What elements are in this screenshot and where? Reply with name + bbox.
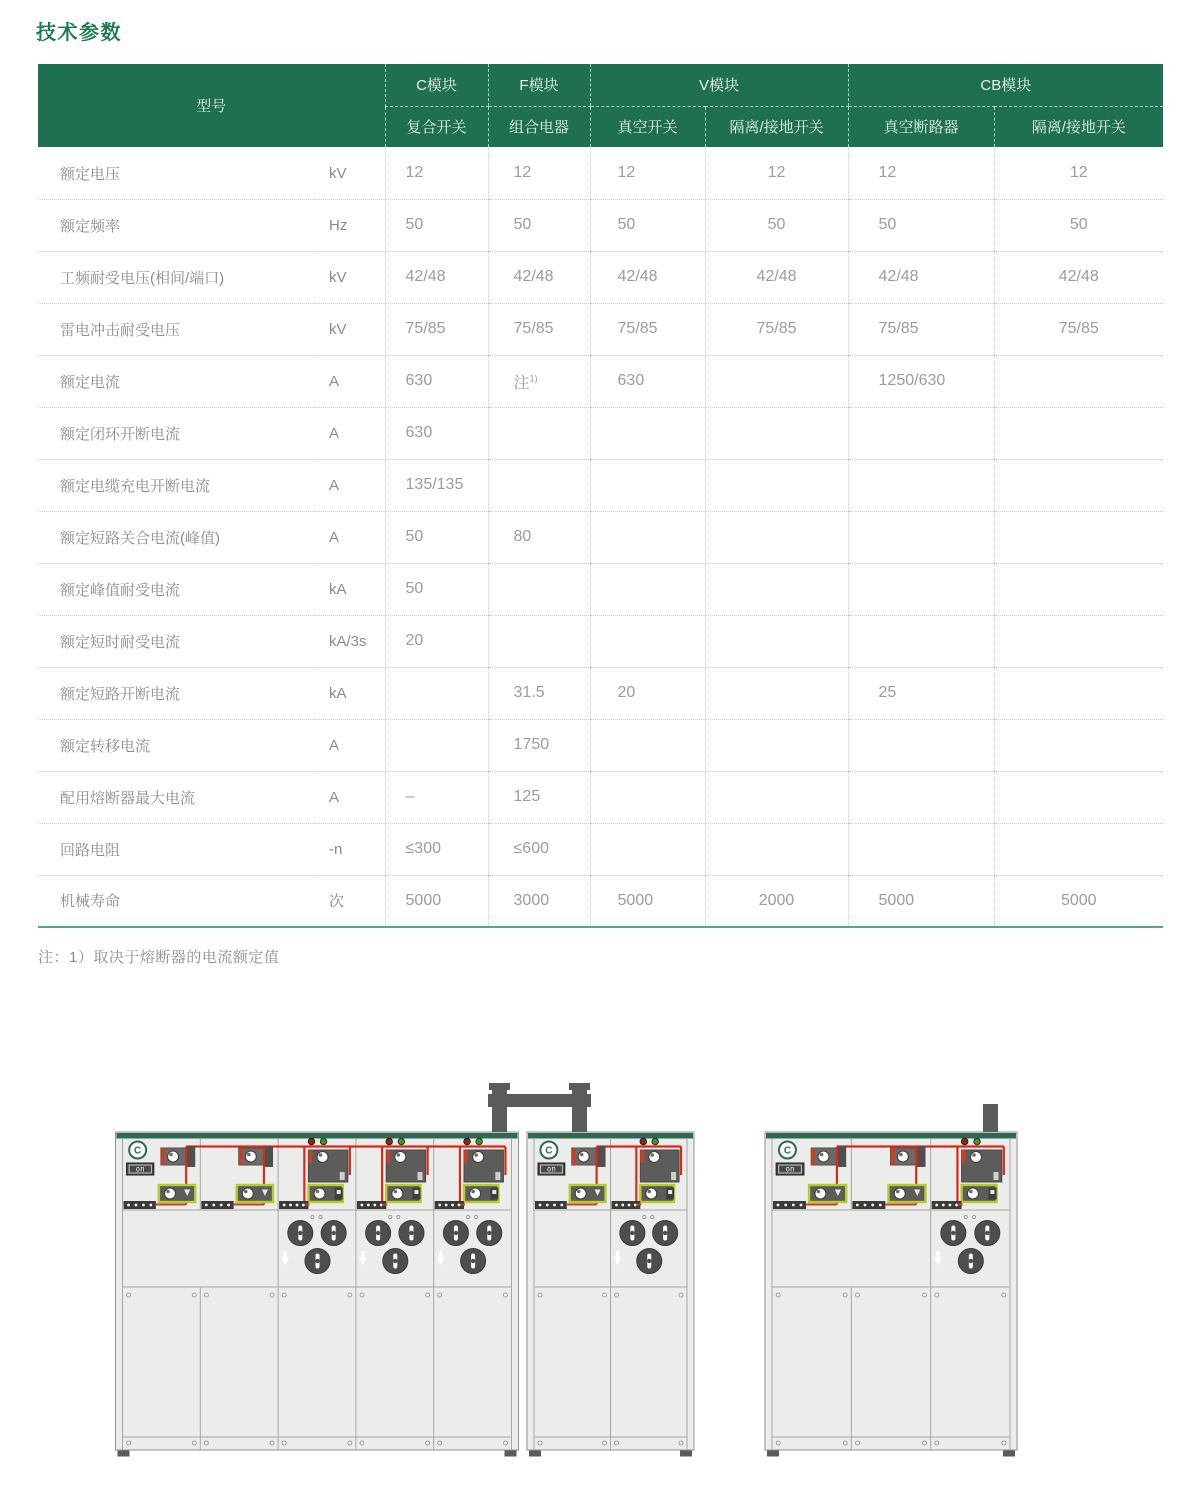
spec-row [38,511,1163,563]
module-subcol-header-0-0: 复合开关 [385,106,488,147]
param-value: 12 [590,147,705,199]
param-value [488,615,590,667]
spec-row [38,407,1163,459]
spec-row [38,875,1163,927]
param-value [848,511,994,563]
page-title: 技术参数 [36,22,122,44]
spec-table [38,64,1163,928]
param-unit: -n [315,823,385,875]
param-value: 5000 [848,875,994,927]
param-value [705,771,848,823]
param-value: 12 [488,147,590,199]
param-name: 额定电缆充电开断电流 [38,459,315,511]
param-value [590,563,705,615]
param-value: 42/48 [705,251,848,303]
param-value [848,615,994,667]
param-name: 额定短路关合电流(峰值) [38,511,315,563]
param-value: 50 [385,199,488,251]
param-name: 额定短时耐受电流 [38,615,315,667]
param-value: ≤600 [488,823,590,875]
param-value [590,407,705,459]
param-value [705,615,848,667]
param-value: 75/85 [848,303,994,355]
param-value [705,719,848,771]
param-value [848,563,994,615]
param-value: 31.5 [488,667,590,719]
param-unit: A [315,511,385,563]
param-unit: A [315,719,385,771]
param-value: 80 [488,511,590,563]
param-unit: Hz [315,199,385,251]
param-value [994,771,1163,823]
param-value [488,563,590,615]
param-name: 额定峰值耐受电流 [38,563,315,615]
param-value: 1750 [488,719,590,771]
spec-row [38,147,1163,199]
svg-text:on: on [785,1164,795,1174]
param-name: 额定闭环开断电流 [38,407,315,459]
param-value: 5000 [590,875,705,927]
module-group-header-2: V模块 [590,64,848,106]
param-value: 42/48 [590,251,705,303]
param-value: 50 [488,199,590,251]
param-value: 135/135 [385,459,488,511]
spec-row [38,199,1163,251]
module-subcol-header-2-0: 真空开关 [590,106,705,147]
param-value: 50 [848,199,994,251]
param-value [488,459,590,511]
param-value [385,667,488,719]
param-name: 额定频率 [38,199,315,251]
param-name: 配用熔断器最大电流 [38,771,315,823]
param-value: 5000 [994,875,1163,927]
param-unit: kV [315,147,385,199]
svg-text:on: on [135,1164,145,1174]
param-value [705,667,848,719]
spec-row [38,355,1163,407]
spec-row [38,303,1163,355]
param-value [848,407,994,459]
param-value [848,823,994,875]
param-value: 12 [385,147,488,199]
cable-stub [983,1104,998,1132]
module-subcol-header-2-1: 隔离/接地开关 [705,106,848,147]
param-name: 额定电压 [38,147,315,199]
param-value: 25 [848,667,994,719]
param-name: 雷电冲击耐受电压 [38,303,315,355]
param-value: 630 [385,355,488,407]
param-value: 42/48 [385,251,488,303]
param-value: 42/48 [994,251,1163,303]
svg-text:C: C [134,1145,142,1157]
module-subcol-header-3-0: 真空断路器 [848,106,994,147]
cabinet-group-3 [765,1132,1017,1457]
param-value: 50 [590,199,705,251]
param-value: 125 [488,771,590,823]
param-value [590,459,705,511]
param-unit: 次 [315,875,385,927]
param-name: 回路电阻 [38,823,315,875]
param-unit: A [315,355,385,407]
param-value: 20 [385,615,488,667]
param-value [590,615,705,667]
param-value [705,407,848,459]
param-value: 42/48 [848,251,994,303]
param-unit: kV [315,251,385,303]
spec-row [38,615,1163,667]
param-value: 42/48 [488,251,590,303]
param-value: 3000 [488,875,590,927]
param-value [994,615,1163,667]
cabinet-group-1 [116,1132,519,1457]
param-value [385,719,488,771]
param-value: 1250/630 [848,355,994,407]
param-value [590,511,705,563]
param-unit: kV [315,303,385,355]
param-value: 630 [590,355,705,407]
module-group-header-1: F模块 [488,64,590,106]
param-value: 75/85 [590,303,705,355]
param-unit: A [315,459,385,511]
module-subcol-header-1-0: 组合电器 [488,106,590,147]
module-group-header-0: C模块 [385,64,488,106]
spec-row [38,771,1163,823]
param-unit: kA [315,667,385,719]
param-value: 75/85 [488,303,590,355]
param-value [848,459,994,511]
module-subcol-header-3-1: 隔离/接地开关 [994,106,1163,147]
svg-text:C: C [783,1145,792,1157]
param-value: 50 [385,563,488,615]
param-value: 75/85 [994,303,1163,355]
param-value: 75/85 [705,303,848,355]
param-name: 额定电流 [38,355,315,407]
param-value: – [385,771,488,823]
param-unit: A [315,407,385,459]
param-value [994,563,1163,615]
param-value [590,719,705,771]
param-value: 12 [705,147,848,199]
param-value [488,407,590,459]
param-value: 注$^{1)}$ [488,355,590,407]
spec-row [38,823,1163,875]
param-value [705,823,848,875]
param-name: 额定短路开断电流 [38,667,315,719]
param-value [590,823,705,875]
param-value: 630 [385,407,488,459]
switchgear-illustration [100,1075,1060,1470]
param-value: 12 [848,147,994,199]
param-name: 工频耐受电压(相间/端口) [38,251,315,303]
param-value [705,563,848,615]
module-group-header-3: CB模块 [848,64,1163,106]
busbar-bridge [488,1083,591,1132]
model-header: 型号 [38,64,385,147]
param-unit: A [315,771,385,823]
param-value: ≤300 [385,823,488,875]
param-value [994,407,1163,459]
param-value [994,823,1163,875]
param-value: 50 [994,199,1163,251]
param-value [590,771,705,823]
spec-row [38,459,1163,511]
param-unit: kA/3s [315,615,385,667]
table-note: 注：1）取决于熔断器的电流额定值 [38,949,280,966]
param-value: 50 [705,199,848,251]
svg-text:on: on [546,1164,556,1174]
param-value: 50 [385,511,488,563]
param-value [994,459,1163,511]
spec-row [38,719,1163,771]
param-value [848,719,994,771]
param-value [994,511,1163,563]
cabinet-group-2 [527,1132,694,1457]
param-unit: kA [315,563,385,615]
spec-row [38,251,1163,303]
param-name: 额定转移电流 [38,719,315,771]
param-value [994,355,1163,407]
spec-row [38,563,1163,615]
param-value [705,459,848,511]
param-value [994,667,1163,719]
param-value [705,511,848,563]
param-name: 机械寿命 [38,875,315,927]
param-value [994,719,1163,771]
param-value: 5000 [385,875,488,927]
param-value [848,771,994,823]
spec-row [38,667,1163,719]
param-value: 12 [994,147,1163,199]
param-value: 75/85 [385,303,488,355]
param-value: 20 [590,667,705,719]
svg-text:C: C [545,1145,553,1157]
param-value: 2000 [705,875,848,927]
param-value [705,355,848,407]
